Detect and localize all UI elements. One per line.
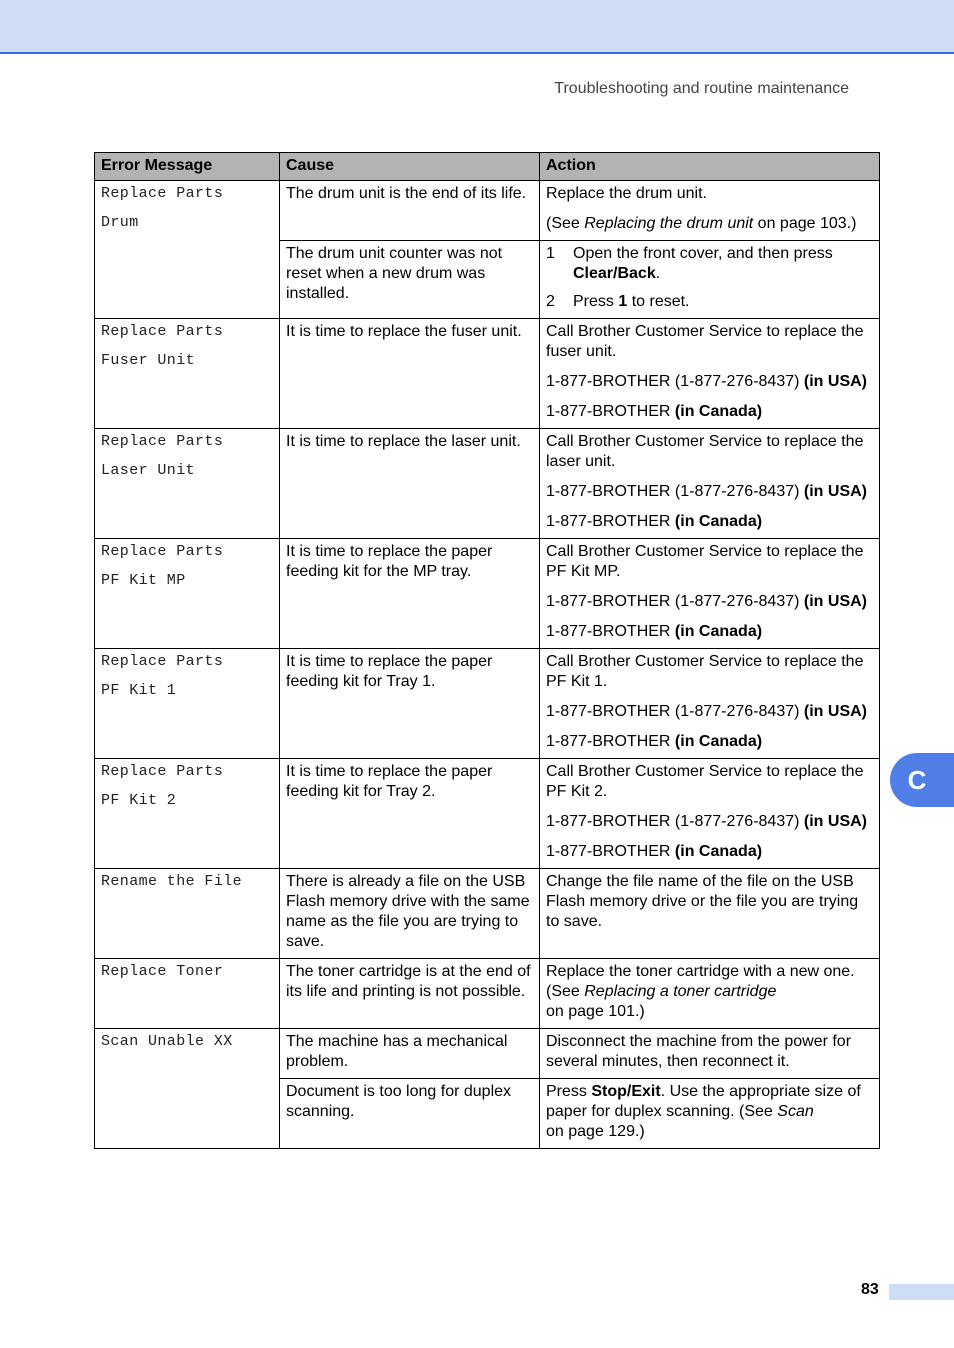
cause-cell: Document is too long for duplex scanning.: [280, 1079, 540, 1149]
action-cell: [540, 1079, 880, 1149]
action-cell: Disconnect the machine from the power for several minutes, then reconnect it.: [540, 1029, 880, 1079]
action-cell: [540, 241, 880, 319]
top-color-band: [0, 0, 954, 54]
action-text: Press Stop/Exit. Use the appropriate size of paper for duplex scanning. (See Scan: [546, 1083, 861, 1120]
error-message-line: Replace Parts: [101, 653, 224, 670]
error-message-line: Replace Parts: [101, 433, 224, 450]
action-cell: [540, 539, 880, 649]
cause-cell: It is time to replace the paper feeding kit for Tray 2.: [280, 759, 540, 869]
table-row: [95, 181, 880, 241]
action-text: Replace the toner cartridge with a new one.: [546, 963, 855, 980]
usa-phone-line: 1-877-BROTHER (1-877-276-8437) (in USA): [546, 373, 867, 390]
cause-cell: It is time to replace the paper feeding kit for Tray 1.: [280, 649, 540, 759]
cause-cell: The drum unit counter was not reset when a new drum was installed.: [280, 241, 540, 319]
cross-reference: (See Replacing the drum unit on page 103.): [546, 215, 857, 232]
table-row: [95, 959, 880, 1029]
canada-phone-line: 1-877-BROTHER (in Canada): [546, 623, 763, 640]
cross-reference-link[interactable]: Scan: [777, 1103, 814, 1120]
error-message-cell: [95, 649, 280, 759]
action-cell: Change the file name of the file on the USB Flash memory drive or the file you are trying to save.: [540, 869, 880, 959]
cause-cell: There is already a file on the USB Flash memory drive with the same name as the file you are trying to save.: [280, 869, 540, 959]
action-text: Call Brother Customer Service to replace the fuser unit.: [546, 323, 864, 360]
cause-cell: It is time to replace the paper feeding kit for the MP tray.: [280, 539, 540, 649]
error-message-line: Scan Unable XX: [101, 1033, 233, 1050]
error-message-cell: [95, 181, 280, 319]
error-message-line: Replace Toner: [101, 963, 224, 980]
table-row: [95, 539, 880, 649]
usa-phone-line: 1-877-BROTHER (1-877-276-8437) (in USA): [546, 483, 867, 500]
canada-phone-line: 1-877-BROTHER (in Canada): [546, 843, 763, 860]
cross-reference-page: on page 101.): [546, 1003, 645, 1020]
usa-phone-line: 1-877-BROTHER (1-877-276-8437) (in USA): [546, 813, 867, 830]
cross-reference: (See Replacing a toner cartridge: [546, 983, 777, 1000]
error-message-line: Rename the File: [101, 873, 243, 890]
action-cell: [540, 429, 880, 539]
page-number: 83: [861, 1281, 879, 1298]
page-number-bar: [889, 1284, 954, 1300]
error-message-line: PF Kit MP: [101, 572, 186, 589]
table-header-row: [95, 153, 880, 181]
cause-cell: The toner cartridge is at the end of its life and printing is not possible.: [280, 959, 540, 1029]
error-message-cell: [95, 539, 280, 649]
step-item: 1 Open the front cover, and then press Clear/Back.: [546, 245, 833, 282]
error-message-line: Replace Parts: [101, 185, 224, 202]
error-message-cell: [95, 959, 280, 1029]
action-cell: [540, 181, 880, 241]
canada-phone-line: 1-877-BROTHER (in Canada): [546, 733, 763, 750]
running-header: Troubleshooting and routine maintenance: [554, 80, 849, 97]
action-text: Replace the drum unit.: [546, 185, 707, 202]
error-message-line: Replace Parts: [101, 543, 224, 560]
error-message-line: Fuser Unit: [101, 352, 196, 369]
column-header-cause: Cause: [280, 153, 540, 181]
action-text: Call Brother Customer Service to replace the laser unit.: [546, 433, 864, 470]
error-message-cell: [95, 759, 280, 869]
error-message-line: PF Kit 1: [101, 682, 177, 699]
cause-cell: The machine has a mechanical problem.: [280, 1029, 540, 1079]
column-header-action: Action: [540, 153, 880, 181]
error-message-line: Replace Parts: [101, 763, 224, 780]
cross-reference-link[interactable]: Replacing a toner cartridge: [584, 983, 777, 1000]
cross-reference-link[interactable]: Replacing the drum unit: [584, 215, 754, 232]
table-row: [95, 429, 880, 539]
error-message-line: Replace Parts: [101, 323, 224, 340]
table-row: [95, 869, 880, 959]
error-message-cell: [95, 1029, 280, 1149]
action-cell: [540, 319, 880, 429]
error-message-line: Laser Unit: [101, 462, 196, 479]
table-row: [95, 649, 880, 759]
cross-reference-page: on page 129.): [546, 1123, 645, 1140]
usa-phone-line: 1-877-BROTHER (1-877-276-8437) (in USA): [546, 703, 867, 720]
usa-phone-line: 1-877-BROTHER (1-877-276-8437) (in USA): [546, 593, 867, 610]
error-message-cell: [95, 319, 280, 429]
action-text: Call Brother Customer Service to replace the PF Kit MP.: [546, 543, 864, 580]
error-message-line: PF Kit 2: [101, 792, 177, 809]
canada-phone-line: 1-877-BROTHER (in Canada): [546, 513, 763, 530]
error-message-cell: [95, 429, 280, 539]
cause-cell: The drum unit is the end of its life.: [280, 181, 540, 241]
error-message-cell: [95, 869, 280, 959]
action-cell: [540, 649, 880, 759]
action-cell: [540, 759, 880, 869]
table-row: [95, 319, 880, 429]
action-cell: [540, 959, 880, 1029]
error-message-line: Drum: [101, 214, 139, 231]
canada-phone-line: 1-877-BROTHER (in Canada): [546, 403, 763, 420]
cause-cell: It is time to replace the fuser unit.: [280, 319, 540, 429]
action-text: Call Brother Customer Service to replace the PF Kit 2.: [546, 763, 864, 800]
error-message-table: [94, 152, 880, 1149]
table-row: [95, 759, 880, 869]
action-text: Call Brother Customer Service to replace the PF Kit 1.: [546, 653, 864, 690]
column-header-error-message: Error Message: [95, 153, 280, 181]
table-row: [95, 1029, 880, 1079]
step-item: 2 Press 1 to reset.: [546, 293, 690, 310]
cause-cell: It is time to replace the laser unit.: [280, 429, 540, 539]
chapter-tab-marker[interactable]: C: [890, 753, 954, 807]
